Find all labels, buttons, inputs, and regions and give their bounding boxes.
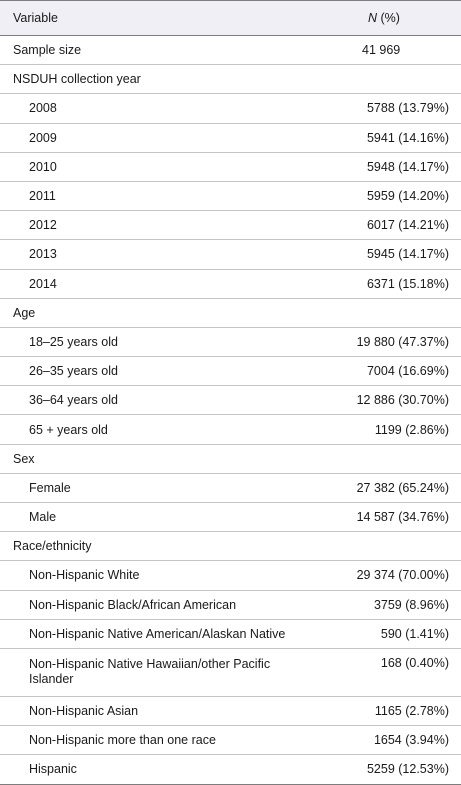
table-row xyxy=(0,181,461,210)
row-label: 2013 xyxy=(0,240,311,269)
table-row xyxy=(0,269,461,298)
table-row xyxy=(0,240,461,269)
row-value: 1199 (2.86%) xyxy=(311,415,461,444)
percent-label: (%) xyxy=(377,11,400,25)
table-row xyxy=(0,94,461,123)
section-row-race-ethnicity xyxy=(0,532,461,561)
table-row xyxy=(0,327,461,356)
table-row xyxy=(0,648,461,696)
row-label: 2008 xyxy=(0,94,311,123)
row-label: Hispanic xyxy=(0,755,311,784)
row-value: 6371 (15.18%) xyxy=(311,269,461,298)
section-row-age xyxy=(0,298,461,327)
row-label: Male xyxy=(0,503,311,532)
row-value: 29 374 (70.00%) xyxy=(311,561,461,590)
table-row xyxy=(0,357,461,386)
section-label: Race/ethnicity xyxy=(0,532,311,561)
row-label: 2012 xyxy=(0,211,311,240)
row-label: 18–25 years old xyxy=(0,327,311,356)
row-label: 26–35 years old xyxy=(0,357,311,386)
row-value: 5259 (12.53%) xyxy=(311,755,461,784)
table-row xyxy=(0,503,461,532)
row-label: Non-Hispanic White xyxy=(0,561,311,590)
table-row xyxy=(0,386,461,415)
row-value: 5948 (14.17%) xyxy=(311,152,461,181)
row-value: 3759 (8.96%) xyxy=(311,590,461,619)
section-label: NSDUH collection year xyxy=(0,65,311,94)
row-value: 5945 (14.17%) xyxy=(311,240,461,269)
row-label: Non-Hispanic Asian xyxy=(0,696,311,725)
row-value xyxy=(311,65,461,94)
row-value: 6017 (14.21%) xyxy=(311,211,461,240)
row-label: Non-Hispanic Black/African American xyxy=(0,590,311,619)
row-value: 590 (1.41%) xyxy=(311,619,461,648)
row-value: 14 587 (34.76%) xyxy=(311,503,461,532)
row-value: 41 969 xyxy=(311,36,461,65)
row-value: 168 (0.40%) xyxy=(311,648,461,696)
section-row-sex xyxy=(0,444,461,473)
table-row xyxy=(0,755,461,784)
table-row xyxy=(0,473,461,502)
row-label: 2011 xyxy=(0,181,311,210)
n-label: N xyxy=(368,11,378,25)
section-row-collection-year xyxy=(0,65,461,94)
row-label: Non-Hispanic Native American/Alaskan Native xyxy=(0,619,311,648)
row-label: 2014 xyxy=(0,269,311,298)
row-label: 36–64 years old xyxy=(0,386,311,415)
row-value xyxy=(311,532,461,561)
row-label: Non-Hispanic Native Hawaiian/other Pacific Islander xyxy=(0,648,311,696)
table-row xyxy=(0,696,461,725)
table-row xyxy=(0,561,461,590)
row-value xyxy=(311,298,461,327)
row-value: 12 886 (30.70%) xyxy=(311,386,461,415)
table-header-row xyxy=(0,1,461,36)
row-label: Non-Hispanic more than one race xyxy=(0,726,311,755)
row-label: 2009 xyxy=(0,123,311,152)
row-value: 5788 (13.79%) xyxy=(311,94,461,123)
table-row xyxy=(0,152,461,181)
variable-column-header: Variable xyxy=(0,1,311,36)
row-label: Female xyxy=(0,473,311,502)
table-row xyxy=(0,123,461,152)
row-label: 65 + years old xyxy=(0,415,311,444)
section-label: Age xyxy=(0,298,311,327)
row-label: 2010 xyxy=(0,152,311,181)
row-label: Sample size xyxy=(0,36,311,65)
row-value: 27 382 (65.24%) xyxy=(311,473,461,502)
row-value xyxy=(311,444,461,473)
row-value: 5941 (14.16%) xyxy=(311,123,461,152)
row-value: 7004 (16.69%) xyxy=(311,357,461,386)
table-row xyxy=(0,211,461,240)
row-value: 5959 (14.20%) xyxy=(311,181,461,210)
table-row-sample-size xyxy=(0,36,461,65)
table-row xyxy=(0,619,461,648)
table-row xyxy=(0,726,461,755)
row-value: 1165 (2.78%) xyxy=(311,696,461,725)
row-value: 19 880 (47.37%) xyxy=(311,327,461,356)
n-percent-column-header xyxy=(311,1,461,36)
table-row xyxy=(0,415,461,444)
row-value: 1654 (3.94%) xyxy=(311,726,461,755)
section-label: Sex xyxy=(0,444,311,473)
table-row xyxy=(0,590,461,619)
